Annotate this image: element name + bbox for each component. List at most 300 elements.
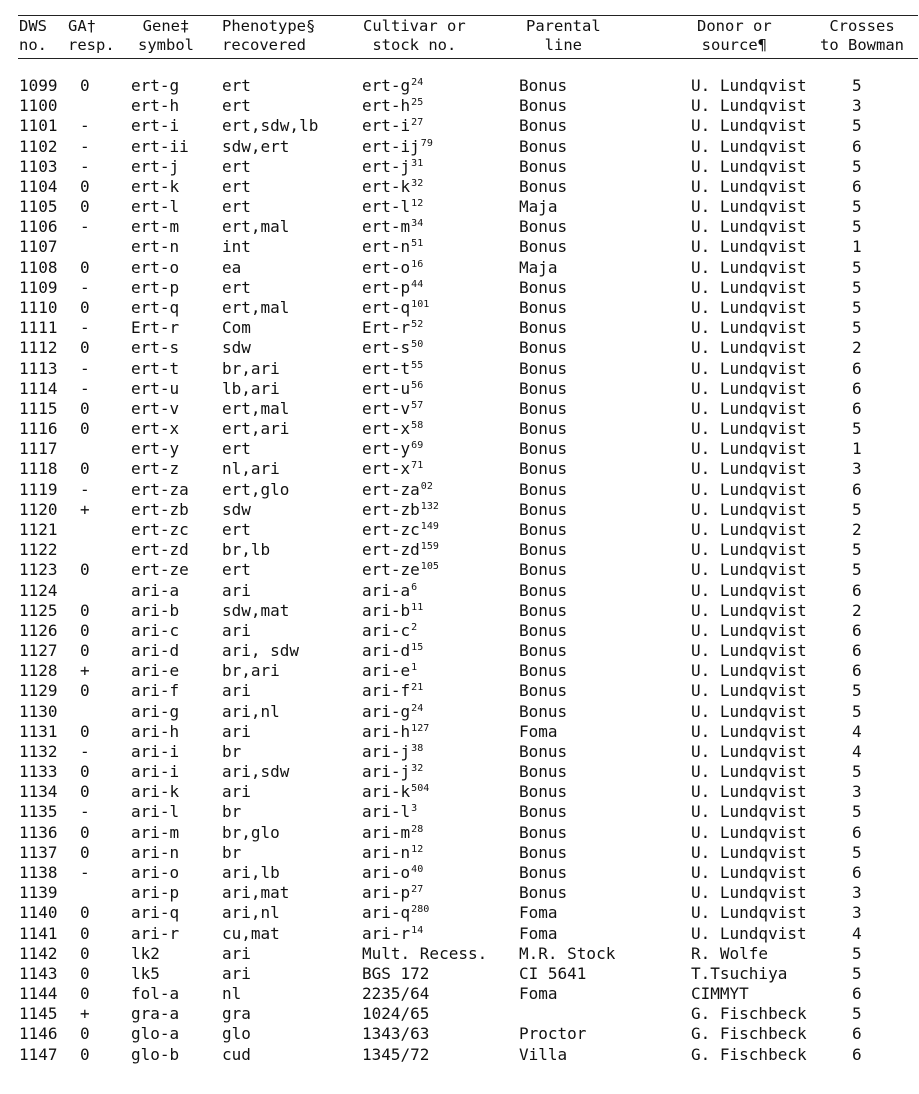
phenotype-cell: ari,nl [222,701,280,721]
ga-response-cell: 0 [80,1024,90,1044]
table-row [0,681,919,701]
dws-cell: 1110 [19,297,58,317]
ga-response-cell: 0 [80,681,90,701]
header-parental: Parental line [526,17,601,54]
dws-cell: 1128 [19,661,58,681]
gene-symbol-cell: ari-n [131,842,180,862]
phenotype-cell: ari [222,782,251,802]
cultivar-cell: ari-$j^{32}$ [362,762,424,782]
cultivar-cell: 1024/65 [362,1004,430,1024]
phenotype-cell: ari,mat [222,883,290,903]
dws-cell: 1100 [19,96,58,116]
table-row [0,318,919,338]
donor-cell: U. Lundqvist [691,923,807,943]
donor-cell: U. Lundqvist [691,863,807,883]
cultivar-cell: ari-$d^{15}$ [362,641,424,661]
dws-cell: 1123 [19,560,58,580]
cultivar-superscript: 24 [411,77,424,88]
dws-cell: 1116 [19,419,58,439]
donor-cell: U. Lundqvist [691,762,807,782]
gene-symbol-cell: fol-a [131,984,180,1004]
cultivar-superscript: 55 [411,359,424,371]
phenotype-cell: br,ari [222,661,280,681]
cultivar-superscript: 27 [411,117,424,129]
donor-cell: U. Lundqvist [691,76,807,95]
donor-cell: U. Lundqvist [691,741,807,761]
phenotype-cell: br [222,842,242,862]
dws-cell: 1142 [19,943,58,963]
crosses-cell: 5 [852,156,862,176]
crosses-cell: 3 [852,459,862,479]
dws-cell: 1127 [19,641,58,661]
cultivar-cell: ert-$x^{58}$ [362,419,424,439]
dws-cell: 1119 [19,479,58,499]
cultivar-cell: ert-$l^{12}$ [362,197,424,217]
table-row [0,157,919,177]
table-row [0,96,919,116]
cultivar-cell: ert-$ij^{79}$ [362,136,433,156]
cultivar-cell: ert-$y^{69}$ [362,439,424,459]
dws-cell: 1105 [19,197,58,217]
crosses-cell: 6 [852,641,862,661]
ga-response-cell: 0 [80,721,90,741]
cultivar-cell: ert-$zb^{132}$ [362,499,439,519]
cultivar-cell: Ert-$r^{52}$ [362,318,424,338]
gene-symbol-cell: ert-q [131,297,180,317]
header-phenotype: Phenotype§ recovered [222,17,316,54]
crosses-cell: 5 [852,943,862,963]
cultivar-cell: ert-$i^{27}$ [362,116,424,136]
cultivar-cell: BGS 172 [362,963,430,983]
donor-cell: U. Lundqvist [691,277,807,297]
cultivar-superscript: 32 [411,763,424,775]
ga-response-cell: - [80,863,90,883]
gene-symbol-cell: ert-za [131,479,189,499]
cultivar-cell: 1343/63 [362,1024,430,1044]
dws-cell: 1143 [19,963,58,983]
crosses-cell: 6 [852,984,862,1004]
table-row [0,883,919,903]
gene-symbol-cell: ert-ii [131,136,189,156]
phenotype-cell: sdw [222,338,251,358]
cultivar-cell: ert-$n^{51}$ [362,237,424,257]
parental-line-cell: Bonus [519,76,568,95]
parental-line-cell: Bonus [519,459,568,479]
donor-cell: G. Fischbeck [691,1004,807,1024]
parental-line-cell: Bonus [519,883,568,903]
cultivar-superscript: 127 [411,722,430,734]
table-row [0,641,919,661]
cultivar-cell: ert-$q^{101}$ [362,297,430,317]
gene-symbol-cell: ari-f [131,681,180,701]
table-row [0,924,919,944]
crosses-cell: 3 [852,782,862,802]
gene-symbol-cell: ari-o [131,863,180,883]
ga-response-cell: 0 [80,297,90,317]
phenotype-cell: br,ari [222,358,280,378]
donor-cell: R. Wolfe [691,943,769,963]
phenotype-cell: br,glo [222,822,280,842]
cultivar-cell: ari-$n^{12}$ [362,842,424,862]
phenotype-cell: ari,lb [222,863,280,883]
gene-symbol-cell: ari-b [131,600,180,620]
gene-symbol-cell: ert-o [131,257,180,277]
parental-line-cell: Bonus [519,782,568,802]
gene-symbol-cell: ert-i [131,116,180,136]
gene-symbol-cell: ari-k [131,782,180,802]
ga-response-cell: 0 [80,76,90,95]
ga-response-cell: - [80,358,90,378]
donor-cell: U. Lundqvist [691,378,807,398]
donor-cell: U. Lundqvist [691,560,807,580]
table-row [0,782,919,802]
parental-line-cell: Bonus [519,156,568,176]
table-row [0,500,919,520]
parental-line-cell: Foma [519,923,558,943]
dws-cell: 1104 [19,176,58,196]
cultivar-superscript: 28 [411,823,424,835]
cultivar-superscript: 14 [411,924,424,936]
cultivar-superscript: 56 [411,379,424,391]
dws-cell: 1144 [19,984,58,1004]
ga-response-cell: 0 [80,257,90,277]
table-row [0,480,919,500]
cultivar-cell: ari-$m^{28}$ [362,822,424,842]
phenotype-cell: ert [222,176,251,196]
ga-response-cell: + [80,499,90,519]
donor-cell: G. Fischbeck [691,1044,807,1064]
donor-cell: U. Lundqvist [691,156,807,176]
ga-response-cell: + [80,1004,90,1024]
ga-response-cell: + [80,661,90,681]
crosses-cell: 6 [852,863,862,883]
ga-response-cell: - [80,741,90,761]
crosses-cell: 3 [852,903,862,923]
gene-symbol-cell: ari-p [131,883,180,903]
cultivar-cell: ert-$v^{57}$ [362,398,424,418]
dws-cell: 1124 [19,580,58,600]
gene-symbol-cell: Ert-r [131,318,180,338]
dws-cell: 1138 [19,863,58,883]
header-crosses: Crosses to Bowman [820,17,904,54]
cultivar-superscript: 15 [411,642,424,654]
gene-symbol-cell: ert-y [131,439,180,459]
ga-response-cell: 0 [80,176,90,196]
cultivar-superscript: 16 [411,258,424,270]
cultivar-superscript: 149 [420,520,439,532]
phenotype-cell: ert [222,519,251,539]
cultivar-cell: ari-$r^{14}$ [362,923,424,943]
phenotype-cell: nl,ari [222,459,280,479]
phenotype-cell: ari [222,943,251,963]
ga-response-cell: 0 [80,943,90,963]
table-row [0,621,919,641]
gene-symbol-cell: lk2 [131,943,160,963]
cultivar-cell: ert-$u^{56}$ [362,378,424,398]
crosses-cell: 5 [852,76,862,95]
ga-response-cell: - [80,318,90,338]
donor-cell: U. Lundqvist [691,116,807,136]
table-row [0,903,919,923]
ga-response-cell: - [80,116,90,136]
donor-cell: U. Lundqvist [691,721,807,741]
gene-symbol-cell: ert-ze [131,560,189,580]
gene-symbol-cell: ert-l [131,197,180,217]
ga-response-cell: - [80,802,90,822]
header-ga: GA† resp. [68,17,115,54]
donor-cell: U. Lundqvist [691,176,807,196]
parental-line-cell: Bonus [519,540,568,560]
ga-response-cell: - [80,136,90,156]
donor-cell: U. Lundqvist [691,641,807,661]
gene-symbol-cell: ari-h [131,721,180,741]
ga-response-cell: - [80,479,90,499]
crosses-cell: 5 [852,217,862,237]
donor-cell: U. Lundqvist [691,822,807,842]
crosses-cell: 6 [852,378,862,398]
cultivar-superscript: 58 [411,420,424,432]
dws-cell: 1141 [19,923,58,943]
ga-response-cell: 0 [80,762,90,782]
donor-cell: U. Lundqvist [691,782,807,802]
parental-line-cell: Foma [519,903,558,923]
table-row [0,278,919,298]
parental-line-cell: Bonus [519,842,568,862]
cultivar-cell: ari-$e^1$ [362,661,418,681]
cultivar-superscript: 2 [411,621,418,633]
cultivar-cell: ari-$l^3$ [362,802,418,822]
table-row [0,258,919,278]
parental-line-cell: Bonus [519,620,568,640]
table-row [0,964,919,984]
donor-cell: U. Lundqvist [691,136,807,156]
parental-line-cell: Bonus [519,237,568,257]
dws-cell: 1125 [19,600,58,620]
table-row [0,702,919,722]
cultivar-superscript: 27 [411,884,424,896]
donor-cell: U. Lundqvist [691,439,807,459]
dws-cell: 1099 [19,76,58,95]
cultivar-superscript: 101 [411,298,430,310]
cultivar-superscript: 12 [411,843,424,855]
crosses-cell: 6 [852,580,862,600]
cultivar-cell: ert-$ze^{105}$ [362,560,439,580]
parental-line-cell: Bonus [519,519,568,539]
ga-response-cell: 0 [80,641,90,661]
dws-cell: 1126 [19,620,58,640]
cultivar-cell: 1345/72 [362,1044,430,1064]
table-row [0,439,919,459]
table-row [0,722,919,742]
cultivar-superscript: 159 [420,541,439,553]
cultivar-cell: ari-$j^{38}$ [362,741,424,761]
parental-line-cell: CI 5641 [519,963,587,983]
crosses-cell: 6 [852,620,862,640]
gene-symbol-cell: lk5 [131,963,160,983]
crosses-cell: 5 [852,802,862,822]
dws-cell: 1120 [19,499,58,519]
cultivar-cell: ari-$h^{127}$ [362,721,430,741]
header-gene: Gene‡ symbol [138,17,194,54]
ga-response-cell: 0 [80,600,90,620]
donor-cell: U. Lundqvist [691,398,807,418]
parental-line-cell: Bonus [519,762,568,782]
phenotype-cell: ert,mal [222,217,290,237]
parental-line-cell: Bonus [519,479,568,499]
dws-cell: 1115 [19,398,58,418]
donor-cell: U. Lundqvist [691,519,807,539]
donor-cell: U. Lundqvist [691,257,807,277]
cultivar-superscript: 24 [411,702,424,714]
phenotype-cell: cud [222,1044,251,1064]
gene-symbol-cell: ert-t [131,358,180,378]
parental-line-cell: Maja [519,257,558,277]
donor-cell: U. Lundqvist [691,459,807,479]
donor-cell: G. Fischbeck [691,1024,807,1044]
ga-response-cell: - [80,378,90,398]
cultivar-cell: ert-$k^{32}$ [362,176,424,196]
crosses-cell: 5 [852,419,862,439]
ga-response-cell: 0 [80,398,90,418]
table-row [0,76,919,96]
phenotype-cell: glo [222,1024,251,1044]
crosses-cell: 1 [852,439,862,459]
crosses-cell: 5 [852,1004,862,1024]
crosses-cell: 6 [852,398,862,418]
cultivar-superscript: 504 [411,783,430,795]
gene-symbol-cell: ert-n [131,237,180,257]
dws-cell: 1112 [19,338,58,358]
phenotype-cell: Com [222,318,251,338]
cultivar-superscript: 11 [411,601,424,613]
crosses-cell: 5 [852,116,862,136]
ga-response-cell: 0 [80,1044,90,1064]
cultivar-cell: ari-$a^6$ [362,580,418,600]
table-row [0,863,919,883]
parental-line-cell: Bonus [519,338,568,358]
dws-cell: 1146 [19,1024,58,1044]
phenotype-cell: ert [222,560,251,580]
table-row [0,298,919,318]
dws-cell: 1145 [19,1004,58,1024]
cultivar-superscript: 50 [411,339,424,351]
cultivar-cell: ert-$h^{25}$ [362,96,424,116]
ga-response-cell: 0 [80,197,90,217]
ga-response-cell: 0 [80,923,90,943]
crosses-cell: 3 [852,96,862,116]
gene-symbol-cell: ert-z [131,459,180,479]
gene-symbol-cell: ert-h [131,96,180,116]
crosses-cell: 2 [852,519,862,539]
cultivar-cell: ari-$c^2$ [362,620,418,640]
donor-cell: U. Lundqvist [691,217,807,237]
dws-cell: 1137 [19,842,58,862]
table-row [0,459,919,479]
top-rule [18,15,918,16]
phenotype-cell: int [222,237,251,257]
dws-cell: 1101 [19,116,58,136]
cultivar-cell: ari-$f^{21}$ [362,681,424,701]
cultivar-superscript: 34 [411,218,424,230]
cultivar-cell: ert-$zd^{159}$ [362,540,439,560]
cultivar-cell: ari-$o^{40}$ [362,863,424,883]
phenotype-cell: br [222,802,242,822]
table-row [0,197,919,217]
phenotype-cell: ari [222,721,251,741]
donor-cell: U. Lundqvist [691,96,807,116]
parental-line-cell: Bonus [519,681,568,701]
table-row [0,843,919,863]
cultivar-superscript: 40 [411,864,424,876]
cultivar-cell: ert-$x^{71}$ [362,459,424,479]
table-row [0,1045,919,1065]
crosses-cell: 4 [852,923,862,943]
parental-line-cell: Bonus [519,217,568,237]
dws-cell: 1136 [19,822,58,842]
cultivar-cell: 2235/64 [362,984,430,1004]
dws-cell: 1147 [19,1044,58,1064]
donor-cell: U. Lundqvist [691,318,807,338]
dws-cell: 1113 [19,358,58,378]
gene-symbol-cell: ari-i [131,741,180,761]
donor-cell: U. Lundqvist [691,903,807,923]
ga-response-cell: 0 [80,984,90,1004]
table-row [0,823,919,843]
gene-symbol-cell: ari-m [131,822,180,842]
cultivar-superscript: 57 [411,399,424,411]
crosses-cell: 6 [852,661,862,681]
parental-line-cell: Villa [519,1044,568,1064]
table-row [0,762,919,782]
dws-cell: 1131 [19,721,58,741]
parental-line-cell: Bonus [519,499,568,519]
gene-symbol-cell: ari-i [131,762,180,782]
parental-line-cell: Bonus [519,318,568,338]
donor-cell: U. Lundqvist [691,701,807,721]
crosses-cell: 5 [852,842,862,862]
table-row [0,338,919,358]
ga-response-cell: 0 [80,620,90,640]
crosses-cell: 2 [852,600,862,620]
cultivar-cell: ert-$zc^{149}$ [362,519,439,539]
parental-line-cell: Bonus [519,398,568,418]
table-row [0,520,919,540]
gene-symbol-cell: ari-d [131,641,180,661]
phenotype-cell: ert [222,156,251,176]
crosses-cell: 5 [852,318,862,338]
table-row [0,742,919,762]
cultivar-cell: ari-$k^{504}$ [362,782,430,802]
table-row [0,1024,919,1044]
crosses-cell: 5 [852,257,862,277]
cultivar-superscript: 280 [411,904,430,916]
table-row [0,560,919,580]
cultivar-cell: ari-$q^{280}$ [362,903,430,923]
header-donor: Donor or source¶ [697,17,772,54]
table-row [0,802,919,822]
parental-line-cell: M.R. Stock [519,943,616,963]
dws-cell: 1117 [19,439,58,459]
donor-cell: U. Lundqvist [691,883,807,903]
phenotype-cell: ari,nl [222,903,280,923]
table-row [0,379,919,399]
header-dws: DWS no. [19,17,47,54]
dws-cell: 1106 [19,217,58,237]
phenotype-cell: ert,sdw,lb [222,116,319,136]
donor-cell: U. Lundqvist [691,661,807,681]
dws-cell: 1109 [19,277,58,297]
parental-line-cell: Proctor [519,1024,587,1044]
